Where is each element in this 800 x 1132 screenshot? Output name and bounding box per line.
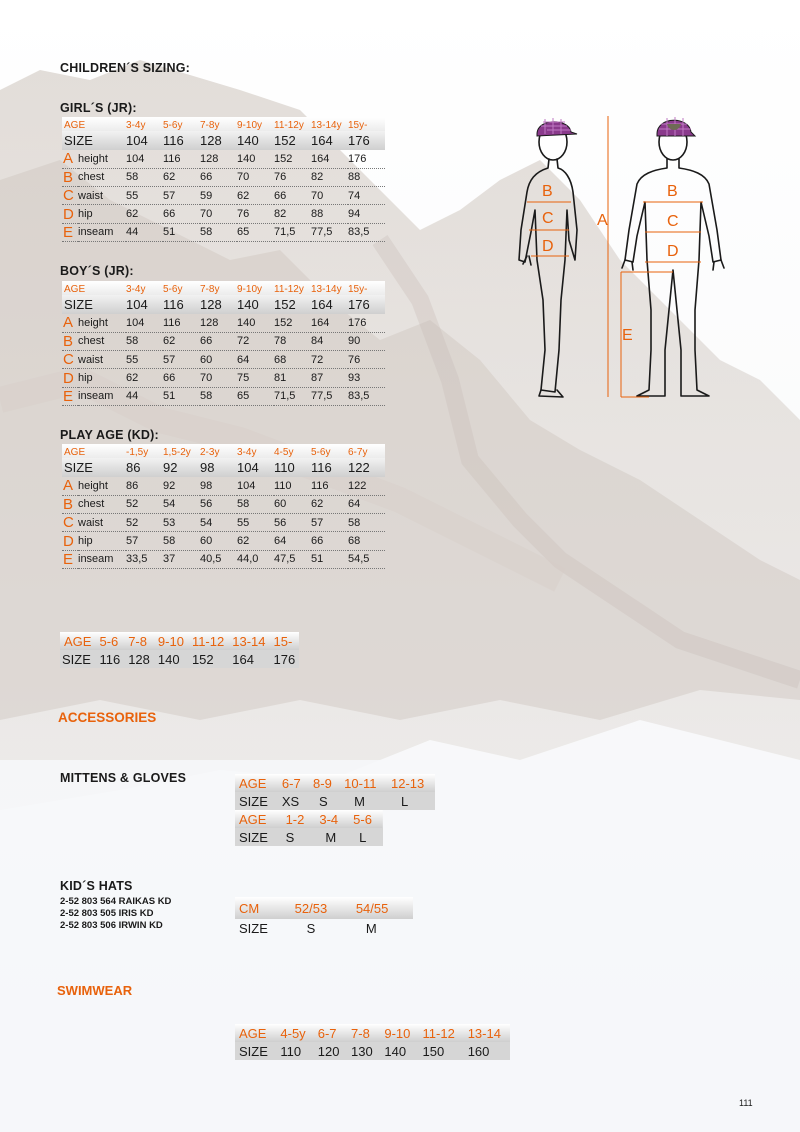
measure-letter: D: [62, 205, 78, 223]
value-cell: 90: [348, 332, 385, 350]
measure-name: waist: [78, 187, 126, 205]
age-cell: 7-8y: [200, 120, 220, 131]
size-cell: 104: [126, 133, 148, 148]
measure-letter: A: [62, 150, 78, 168]
value-cell: 57: [163, 187, 200, 205]
measure-letter: E: [62, 223, 78, 241]
value-cell: 47,5: [274, 550, 311, 568]
value-cell: 71,5: [274, 387, 311, 405]
hat-codes-list: [60, 896, 171, 932]
size-cell: 164: [311, 133, 333, 148]
size-cell: 176: [273, 651, 296, 667]
boys-title: BOY´S (JR):: [60, 264, 134, 278]
value-cell: 72: [237, 332, 274, 350]
value-cell: 60: [274, 495, 311, 513]
value-cell: 74: [348, 187, 385, 205]
size-cell: 116: [163, 297, 184, 312]
size-cell: M: [365, 920, 377, 936]
size-cell: 150: [422, 1043, 445, 1059]
value-cell: 60: [200, 532, 237, 550]
age-cell: 11-12y: [274, 120, 304, 131]
value-cell: 51: [163, 387, 200, 405]
age-cell: 3-4y: [126, 284, 146, 295]
value-cell: 140: [237, 314, 274, 332]
table-row: [62, 314, 385, 332]
age-cell: 15y-: [348, 284, 368, 295]
measure-name: waist: [78, 351, 126, 369]
value-cell: 37: [163, 550, 200, 568]
value-cell: 110: [274, 477, 311, 495]
value-cell: 83,5: [348, 223, 385, 241]
age-cell: 15y-: [348, 120, 368, 131]
table-row: [62, 550, 385, 568]
value-cell: 60: [200, 351, 237, 369]
measure-letter: C: [62, 351, 78, 369]
age-cell: 11-12: [422, 1025, 455, 1041]
figure-label-b: B: [542, 183, 553, 200]
value-cell: 64: [348, 495, 385, 513]
value-cell: 59: [200, 187, 237, 205]
size-cell: 104: [126, 297, 148, 312]
value-cell: 44: [126, 223, 163, 241]
value-cell: 164: [311, 150, 348, 168]
measure-name: hip: [78, 369, 126, 387]
size-cell: 140: [384, 1043, 407, 1059]
list-item: 2-52 803 506 IRWIN KD: [60, 920, 163, 931]
age-cell: -1,5y: [126, 447, 149, 458]
size-cell: 128: [200, 133, 222, 148]
value-cell: 65: [237, 223, 274, 241]
value-cell: 152: [274, 150, 311, 168]
age-cell: 5-6: [353, 811, 372, 827]
value-cell: 40,5: [200, 550, 237, 568]
value-cell: 58: [200, 387, 237, 405]
value-cell: 104: [126, 150, 163, 168]
front-figure-cap: [657, 117, 695, 136]
measure-name: height: [78, 477, 126, 495]
table-row: [62, 150, 385, 168]
measure-letter: E: [62, 550, 78, 568]
value-cell: 58: [348, 514, 385, 532]
table-row: [62, 351, 385, 369]
value-cell: 54: [200, 514, 237, 532]
value-cell: 116: [311, 477, 348, 495]
table-row: [62, 387, 385, 405]
size-cell: 120: [317, 1043, 340, 1059]
measure-name: chest: [78, 495, 126, 513]
value-cell: 62: [237, 532, 274, 550]
value-cell: 82: [311, 168, 348, 186]
value-cell: 87: [311, 369, 348, 387]
measure-name: waist: [78, 514, 126, 532]
age-cell: 3-4y: [237, 447, 257, 458]
value-cell: 65: [237, 387, 274, 405]
value-cell: 62: [163, 332, 200, 350]
age-cell: 8-9: [313, 775, 332, 791]
age-cell: 13-14: [232, 633, 266, 649]
table-row: [62, 223, 385, 241]
value-cell: 81: [274, 369, 311, 387]
age-cell: 7-8: [351, 1025, 370, 1041]
age-cell: 9-10: [384, 1025, 411, 1041]
size-cell: M: [325, 829, 337, 845]
figure-label-a: A: [597, 212, 608, 229]
value-cell: 164: [311, 314, 348, 332]
size-label: SIZE: [239, 920, 268, 936]
value-cell: 62: [237, 187, 274, 205]
table-row: [62, 205, 385, 223]
age-cell: 6-7: [317, 1025, 337, 1041]
figure-label-c: C: [542, 210, 554, 227]
value-cell: 58: [200, 223, 237, 241]
age-label: AGE: [239, 811, 267, 827]
measure-name: height: [78, 150, 126, 168]
value-cell: 82: [274, 205, 311, 223]
value-cell: 176: [348, 150, 385, 168]
value-cell: 88: [311, 205, 348, 223]
value-cell: 84: [311, 332, 348, 350]
value-cell: 62: [163, 168, 200, 186]
hats-title: KID´S HATS: [60, 879, 133, 893]
front-figure-measure-lines: [621, 202, 703, 397]
girls-size-table: [62, 117, 385, 242]
age-cell: 3-4: [319, 811, 339, 827]
age-cell: 3-4y: [126, 120, 146, 131]
value-cell: 44,0: [237, 550, 274, 568]
value-cell: 66: [200, 332, 237, 350]
measure-letter: C: [62, 187, 78, 205]
value-cell: 66: [163, 369, 200, 387]
value-cell: 122: [348, 477, 385, 495]
size-cell: XS: [281, 793, 300, 809]
value-cell: 64: [237, 351, 274, 369]
value-cell: 71,5: [274, 223, 311, 241]
table-row: [62, 532, 385, 550]
value-cell: 57: [163, 351, 200, 369]
value-cell: 98: [200, 477, 237, 495]
size-label: SIZE: [62, 651, 91, 667]
value-cell: 76: [237, 205, 274, 223]
value-cell: 53: [163, 514, 200, 532]
value-cell: 55: [237, 514, 274, 532]
value-cell: 66: [311, 532, 348, 550]
size-cell: 140: [157, 651, 180, 667]
size-cell: 116: [99, 651, 121, 667]
age-cell: 5-6y: [163, 284, 183, 295]
value-cell: 68: [274, 351, 311, 369]
value-cell: 77,5: [311, 387, 348, 405]
value-cell: 66: [274, 187, 311, 205]
size-cell: S: [306, 920, 316, 936]
page-title: CHILDREN´S SIZING:: [60, 61, 190, 75]
age-cell: 4-5y: [274, 447, 294, 458]
age-cell: 5-6: [99, 633, 119, 649]
measure-name: chest: [78, 168, 126, 186]
age-cell: 15-: [273, 633, 293, 649]
value-cell: 116: [163, 314, 200, 332]
cm-cell: 54/55: [355, 900, 389, 916]
value-cell: 66: [163, 205, 200, 223]
play-age-title: PLAY AGE (KD):: [60, 428, 159, 442]
measure-name: height: [78, 314, 126, 332]
age-cell: 6-7y: [348, 447, 368, 458]
measure-letter: A: [62, 314, 78, 332]
list-item: 2-52 803 564 RAIKAS KD: [60, 896, 172, 907]
value-cell: 70: [311, 187, 348, 205]
value-cell: 58: [237, 495, 274, 513]
value-cell: 58: [163, 532, 200, 550]
value-cell: 88: [348, 168, 385, 186]
value-cell: 55: [126, 351, 163, 369]
value-cell: 75: [237, 369, 274, 387]
measure-letter: B: [62, 168, 78, 186]
age-cell: 7-8: [128, 633, 147, 649]
size-cell: 140: [237, 297, 259, 312]
value-cell: 140: [237, 150, 274, 168]
value-cell: 62: [311, 495, 348, 513]
age-cell: 2-3y: [200, 447, 220, 458]
size-cell: 116: [311, 460, 332, 475]
age-label: AGE: [64, 447, 86, 458]
value-cell: 55: [126, 187, 163, 205]
age-cell: 4-5y: [280, 1025, 306, 1041]
size-cell: 122: [348, 460, 370, 475]
value-cell: 94: [348, 205, 385, 223]
size-cell: 110: [280, 1043, 302, 1059]
table-row: [62, 495, 385, 513]
size-cell: 164: [311, 297, 333, 312]
page-number: 111: [739, 1098, 753, 1108]
value-cell: 104: [126, 314, 163, 332]
measure-name: hip: [78, 205, 126, 223]
size-cell: 176: [348, 133, 370, 148]
mittens-title: MITTENS & GLOVES: [60, 771, 187, 785]
age-cell: 12-13: [391, 775, 425, 791]
size-cell: 92: [163, 460, 178, 475]
mittens-size-table-1: [235, 774, 435, 810]
list-item: 2-52 803 505 IRIS KD: [60, 908, 154, 919]
figure-label-b-front: B: [667, 183, 678, 200]
size-cell: 128: [200, 297, 222, 312]
value-cell: 57: [311, 514, 348, 532]
size-cell: 152: [191, 651, 214, 667]
value-cell: 86: [126, 477, 163, 495]
size-cell: 116: [163, 133, 184, 148]
size-cell: 176: [348, 297, 370, 312]
size-label: SIZE: [239, 1043, 268, 1059]
size-label: SIZE: [64, 460, 93, 475]
value-cell: 72: [311, 351, 348, 369]
value-cell: 70: [237, 168, 274, 186]
size-label: SIZE: [239, 829, 268, 845]
value-cell: 128: [200, 150, 237, 168]
mittens-size-table-2: [235, 810, 383, 846]
size-cell: 152: [274, 297, 296, 312]
value-cell: 64: [274, 532, 311, 550]
figure-label-c-front: C: [667, 213, 679, 230]
value-cell: 57: [126, 532, 163, 550]
cm-label: CM: [239, 900, 260, 916]
value-cell: 93: [348, 369, 385, 387]
age-label: AGE: [64, 120, 86, 131]
age-cell: 6-7: [281, 775, 301, 791]
measure-name: inseam: [78, 223, 126, 241]
size-cell: 130: [351, 1043, 373, 1059]
measure-letter: D: [62, 532, 78, 550]
age-cell: 11-12: [191, 633, 225, 649]
value-cell: 58: [126, 168, 163, 186]
accessories-title: ACCESSORIES: [58, 710, 157, 725]
value-cell: 56: [200, 495, 237, 513]
age-cell: 5-6y: [163, 120, 183, 131]
size-cell: M: [354, 793, 366, 809]
size-cell: 86: [126, 460, 141, 475]
value-cell: 54,5: [348, 550, 385, 568]
value-cell: 83,5: [348, 387, 385, 405]
swimwear-size-table: [235, 1024, 510, 1060]
play-age-size-table: [62, 444, 385, 569]
cm-cell: 52/53: [294, 900, 328, 916]
value-cell: 51: [311, 550, 348, 568]
size-label: SIZE: [64, 297, 93, 312]
age-cell: 9-10y: [237, 284, 263, 295]
value-cell: 56: [274, 514, 311, 532]
age-cell: 13-14y: [311, 120, 342, 131]
table-row: [62, 369, 385, 387]
value-cell: 33,5: [126, 550, 163, 568]
value-cell: 52: [126, 495, 163, 513]
value-cell: 58: [126, 332, 163, 350]
measure-name: inseam: [78, 550, 126, 568]
age-cell: 7-8y: [200, 284, 220, 295]
value-cell: 44: [126, 387, 163, 405]
figure-label-d-front: D: [667, 243, 679, 260]
value-cell: 52: [126, 514, 163, 532]
table-row: [62, 514, 385, 532]
measure-letter: D: [62, 369, 78, 387]
age-cell: 11-12y: [274, 284, 304, 295]
size-cell: 140: [237, 133, 259, 148]
measure-letter: A: [62, 477, 78, 495]
age-label: AGE: [239, 775, 267, 791]
figure-label-e: E: [622, 327, 633, 344]
size-cell: L: [359, 829, 367, 845]
hats-size-table: [235, 897, 413, 937]
age-label: AGE: [239, 1025, 267, 1041]
size-cell: S: [319, 793, 328, 809]
measure-letter: C: [62, 514, 78, 532]
value-cell: 104: [237, 477, 274, 495]
age-cell: 9-10y: [237, 120, 263, 131]
value-cell: 70: [200, 205, 237, 223]
size-cell: 110: [274, 460, 295, 475]
age-cell: 1,5-2y: [163, 447, 191, 458]
table-row: [62, 168, 385, 186]
value-cell: 76: [274, 168, 311, 186]
table-row: [62, 332, 385, 350]
girls-title: GIRL´S (JR):: [60, 101, 137, 115]
value-cell: 78: [274, 332, 311, 350]
age-cell: 5-6y: [311, 447, 331, 458]
size-cell: 98: [200, 460, 215, 475]
size-cell: 164: [232, 651, 254, 667]
body-measurement-figure: [505, 110, 730, 410]
general-size-table: [60, 632, 299, 668]
age-cell: 9-10: [157, 633, 184, 649]
value-cell: 62: [126, 369, 163, 387]
table-row: [62, 187, 385, 205]
size-cell: 104: [237, 460, 259, 475]
size-cell: 128: [128, 651, 150, 667]
size-label: SIZE: [239, 793, 268, 809]
boys-size-table: [62, 281, 385, 406]
side-figure: [519, 124, 577, 397]
figure-label-d: D: [542, 238, 554, 255]
size-cell: 160: [467, 1043, 490, 1059]
table-row: [62, 477, 385, 495]
value-cell: 116: [163, 150, 200, 168]
value-cell: 62: [126, 205, 163, 223]
age-cell: 1-2: [285, 811, 305, 827]
side-figure-cap: [537, 118, 577, 136]
value-cell: 152: [274, 314, 311, 332]
age-label: AGE: [64, 633, 92, 649]
age-label: AGE: [64, 284, 86, 295]
measure-name: hip: [78, 532, 126, 550]
age-cell: 10-11: [344, 775, 377, 791]
value-cell: 51: [163, 223, 200, 241]
value-cell: 92: [163, 477, 200, 495]
value-cell: 66: [200, 168, 237, 186]
swimwear-title: SWIMWEAR: [57, 983, 133, 998]
value-cell: 68: [348, 532, 385, 550]
measure-letter: E: [62, 387, 78, 405]
value-cell: 70: [200, 369, 237, 387]
measure-letter: B: [62, 332, 78, 350]
measure-name: inseam: [78, 387, 126, 405]
size-cell: L: [401, 793, 409, 809]
measure-letter: B: [62, 495, 78, 513]
size-cell: 152: [274, 133, 296, 148]
value-cell: 54: [163, 495, 200, 513]
measure-name: chest: [78, 332, 126, 350]
age-cell: 13-14: [467, 1025, 501, 1041]
value-cell: 77,5: [311, 223, 348, 241]
value-cell: 128: [200, 314, 237, 332]
value-cell: 176: [348, 314, 385, 332]
front-figure: [622, 124, 724, 396]
value-cell: 76: [348, 351, 385, 369]
age-cell: 13-14y: [311, 284, 342, 295]
size-label: SIZE: [64, 133, 93, 148]
size-cell: S: [285, 829, 295, 845]
